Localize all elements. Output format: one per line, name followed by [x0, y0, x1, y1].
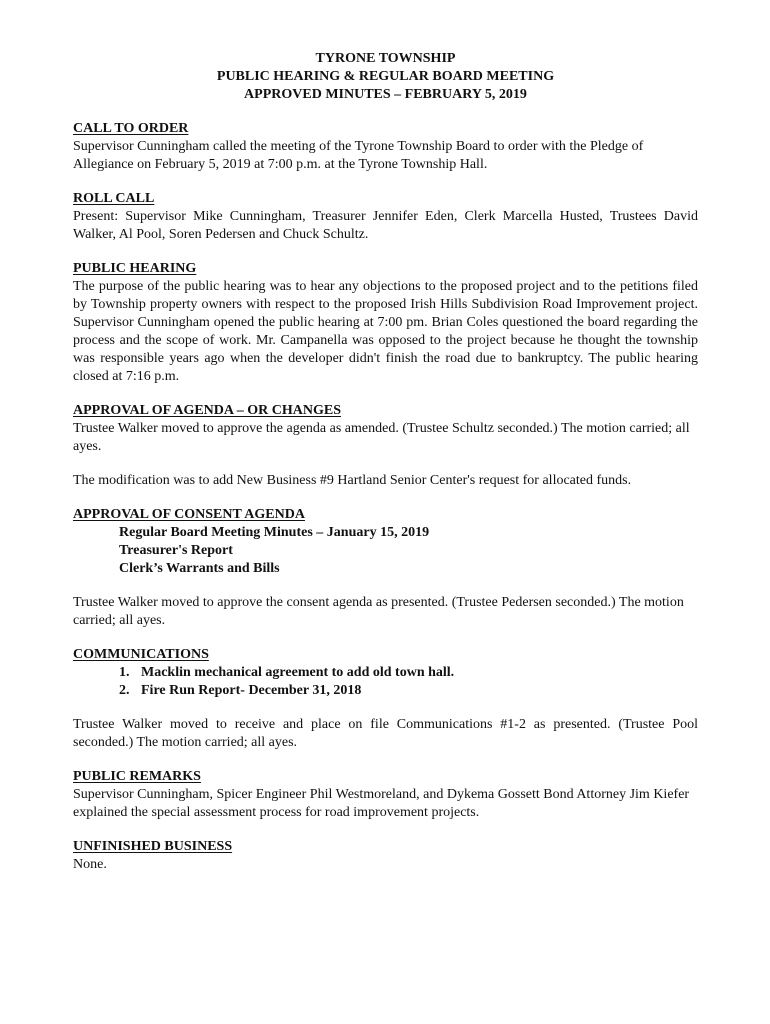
public-remarks-heading: PUBLIC REMARKS: [73, 769, 201, 784]
public-hearing-heading: PUBLIC HEARING: [73, 261, 197, 276]
public-remarks-text: Supervisor Cunningham, Spicer Engineer Phil Westmoreland, and Dykema Gossett Bond Attorney Jim Kiefer explained the special assessment process for road improvement projects.: [73, 787, 690, 820]
list-text: Macklin mechanical agreement to add old town hall.: [141, 665, 455, 680]
section-public-hearing: [73, 260, 698, 386]
section-call-to-order: [73, 120, 698, 174]
roll-call-text: Present: Supervisor Mike Cunningham, Treasurer Jennifer Eden, Clerk Marcella Husted, Trustees David Walker, Al Pool, Soren Pedersen and Chuck Schultz.: [73, 209, 698, 242]
communications-text: Trustee Walker moved to receive and place on file Communications #1-2 as presented. (Trustee Pool seconded.) The motion carried; all ayes.: [73, 717, 698, 750]
consent-agenda-heading: APPROVAL OF CONSENT AGENDA: [73, 507, 305, 522]
list-number: 2.: [119, 683, 130, 698]
call-to-order-heading: CALL TO ORDER: [73, 121, 189, 136]
list-text: Fire Run Report- December 31, 2018: [141, 683, 362, 698]
list-item: Clerk’s Warrants and Bills: [119, 561, 280, 576]
township-name: TYRONE TOWNSHIP: [315, 51, 456, 66]
section-unfinished-business: [73, 838, 698, 874]
minutes-title: APPROVED MINUTES – FEBRUARY 5, 2019: [244, 87, 527, 102]
consent-agenda-list: [73, 524, 698, 578]
section-approval-agenda: [73, 402, 698, 490]
document-header: [73, 50, 698, 104]
section-communications: [73, 646, 698, 752]
approval-agenda-note: The modification was to add New Business #9 Hartland Senior Center's request for allocated funds.: [73, 473, 632, 488]
list-item: Regular Board Meeting Minutes – January 15, 2019: [119, 525, 430, 540]
communications-list: [73, 664, 698, 700]
call-to-order-text: Supervisor Cunningham called the meeting of the Tyrone Township Board to order with the Pledge of Allegiance on February 5, 2019 at 7:00 p.m. at the Tyrone Township Hall.: [73, 139, 644, 172]
approval-agenda-text: Trustee Walker moved to approve the agenda as amended. (Trustee Schultz seconded.) The motion carried; all ayes.: [73, 421, 690, 454]
section-public-remarks: [73, 768, 698, 822]
roll-call-heading: ROLL CALL: [73, 191, 155, 206]
approval-agenda-heading: APPROVAL OF AGENDA – OR CHANGES: [73, 403, 341, 418]
consent-agenda-text: Trustee Walker moved to approve the consent agenda as presented. (Trustee Pedersen seconded.) The motion carried; all ayes.: [73, 595, 684, 628]
public-hearing-text: The purpose of the public hearing was to hear any objections to the proposed project and to the petitions filed by Township property owners with respect to the proposed Irish Hills Subdivision Road Improvement project. Supervisor Cunningham opened the public hearing at 7:00 pm. Brian Coles questioned the board regarding the process and the scope of work. Mr. Campanella was opposed to the project because he thought the township was responsible years ago when the developer didn't finish the road due to bankruptcy. The public hearing closed at 7:16 p.m.: [73, 279, 698, 384]
list-number: 1.: [119, 665, 130, 680]
communications-heading: COMMUNICATIONS: [73, 647, 209, 662]
list-item: [119, 682, 698, 700]
meeting-title: PUBLIC HEARING & REGULAR BOARD MEETING: [216, 69, 555, 84]
list-item: [119, 664, 698, 682]
section-roll-call: [73, 190, 698, 244]
unfinished-business-heading: UNFINISHED BUSINESS: [73, 839, 233, 854]
section-consent-agenda: [73, 506, 698, 630]
unfinished-business-text: None.: [73, 857, 107, 872]
list-item: Treasurer's Report: [119, 543, 233, 558]
